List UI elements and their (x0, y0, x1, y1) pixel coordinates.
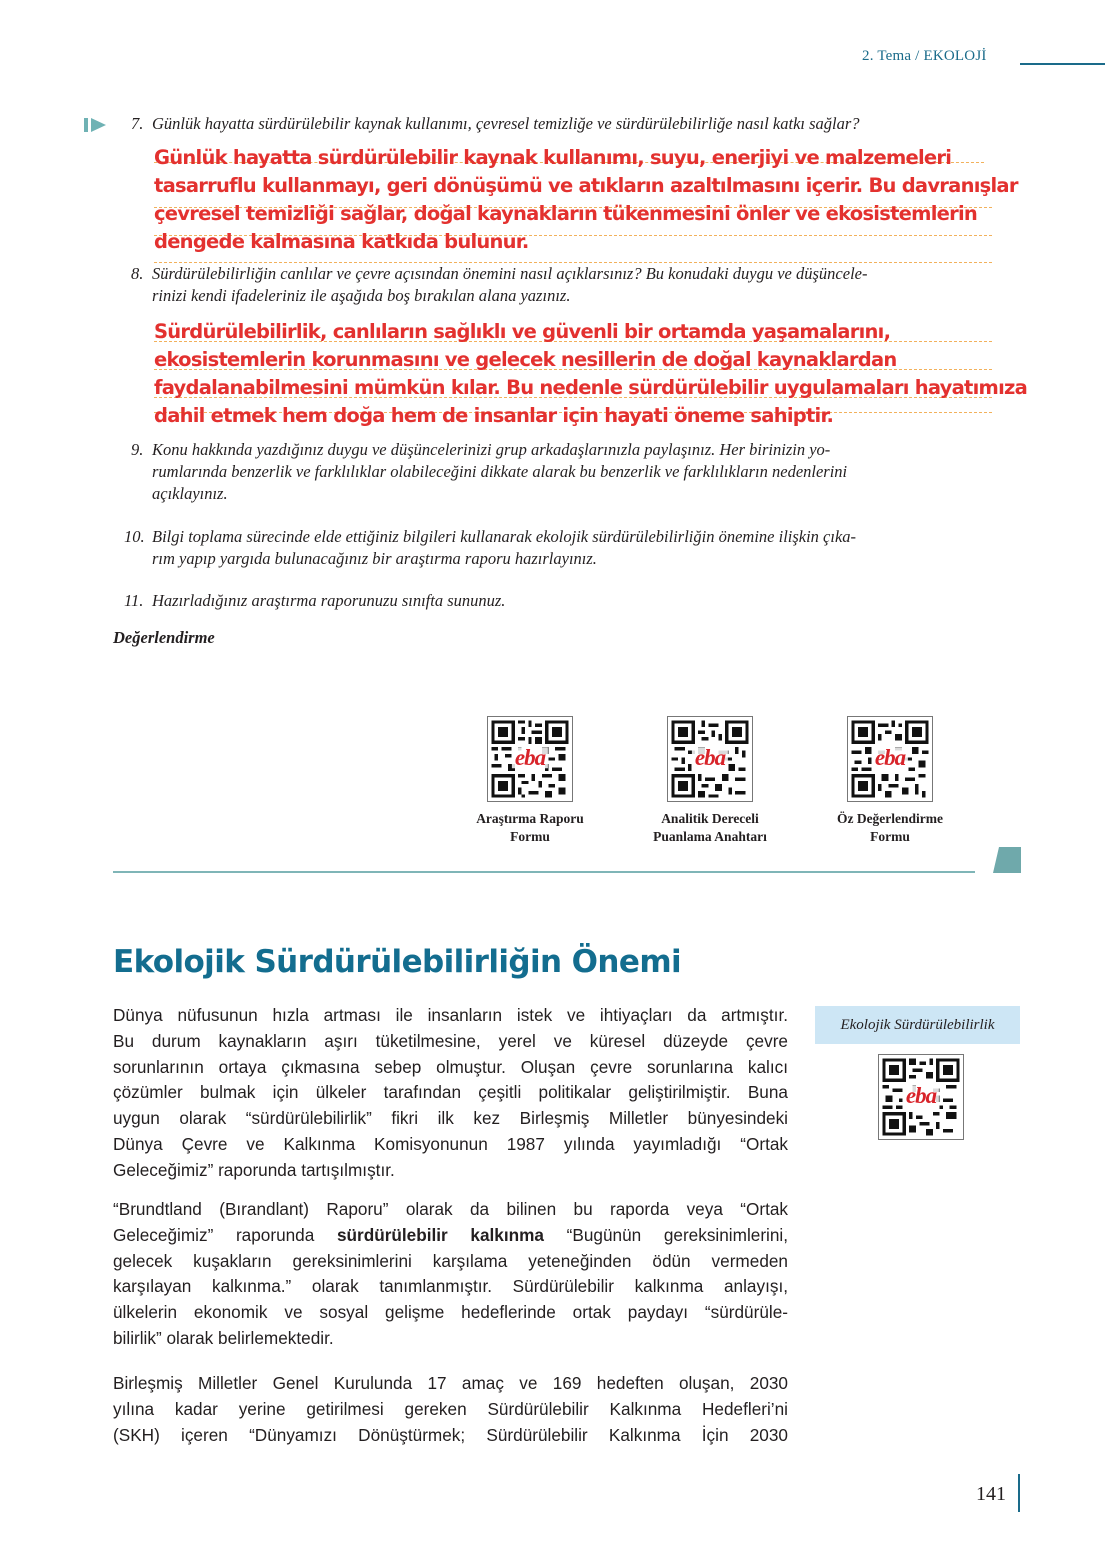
question-number: 9. (131, 440, 144, 459)
text-line (113, 1223, 788, 1249)
answer-8 (154, 318, 1027, 430)
question-text: Bilgi toplama sürecinde elde ettiğiniz bilgileri kullanarak ekolojik sürdürülebilirliğin önemine ilişkin çıka- (152, 527, 857, 546)
qr-label-line: Formu (510, 829, 550, 844)
text-line: uygun olarak “sürdürülebilirlik” fikri ilk kez Birleşmiş Milletler bünyesindeki (113, 1108, 788, 1129)
paragraph-2 (113, 1197, 788, 1352)
question-9 (131, 439, 1031, 505)
qr-label (635, 810, 785, 846)
answer-line: dengede kalmasına katkıda bulunur. (154, 230, 529, 253)
play-marker-icon (84, 118, 108, 132)
answer-line: dahil etmek hem doğa hem de insanlar için hayati öneme sahiptir. (154, 404, 834, 427)
question-7 (131, 113, 1031, 135)
paragraph-1 (113, 1003, 788, 1184)
answer-line: faydalanabilmesini mümkün kılar. Bu nedenle sürdürülebilir uygulamaları hayatımıza (154, 376, 1028, 399)
qr-code-icon[interactable] (667, 716, 753, 802)
text-line: Geleceğimiz” raporunda tartışılmıştır. (113, 1159, 395, 1180)
side-note-qr[interactable] (878, 1054, 964, 1140)
page-number-bar (1018, 1474, 1020, 1512)
key-term: sürdürülebilir kalkınma (336, 1224, 544, 1245)
question-text: rumlarında benzerlik ve farklılıklar olabileceğini dikkate alarak bu benzerlik ve farklılıkların nedenlerini (152, 462, 848, 481)
side-note-label: Ekolojik Sürdürülebilirlik (815, 1006, 1020, 1044)
qr-label-line: Öz Değerlendirme (836, 811, 944, 826)
page-number: 141 (976, 1483, 1006, 1505)
question-text: açıklayınız. (152, 484, 228, 503)
question-text: rım yapıp yargıda bulunacağınız bir araştırma raporu hazırlayınız. (152, 549, 597, 568)
text-line: Dünya Çevre ve Kalkınma Komisyonunun 1987 yılında yayımladığı “Ortak (113, 1133, 788, 1154)
answer-line: tasarruflu kullanmayı, geri dönüşümü ve atıkların azaltılmasını içerir. Bu davranışlar (154, 174, 1018, 197)
text-run: Geleceğimiz” raporunda (113, 1224, 337, 1245)
question-text: Hazırladığınız araştırma raporunuzu sınıfta sununuz. (152, 591, 506, 610)
evaluation-heading: Değerlendirme (113, 628, 215, 647)
eba-logo-icon: eba (512, 747, 548, 768)
question-number: 8. (131, 264, 144, 283)
text-line: “Brundtland (Bırandlant) Raporu” olarak da bilinen bu raporda veya “Ortak (113, 1199, 788, 1219)
text-run: “Bugünün gereksinimlerini, (543, 1224, 789, 1245)
qr-analytic-rubric[interactable] (635, 716, 785, 846)
text-line: ülkelerin ekonomik ve sosyal gelişme hedeflerinde ortak paydayı “sürdürüle- (113, 1302, 788, 1323)
running-header (862, 48, 987, 65)
answer-line: Günlük hayatta sürdürülebilir kaynak kullanımı, suyu, enerjiyi ve malzemeleri (154, 146, 952, 169)
qr-label-line: Formu (870, 829, 910, 844)
corner-tab-shape (993, 847, 1021, 873)
question-number: 10. (124, 527, 145, 546)
qr-label (815, 810, 965, 846)
text-line: yılına kadar yerine getirilmesi gereken Sürdürülebilir Kalkınma Hedefleri’ni (113, 1398, 788, 1419)
eba-logo-icon: eba (872, 747, 908, 768)
question-8 (131, 263, 1031, 307)
question-text: Sürdürülebilirliğin canlılar ve çevre açısından önemini nasıl açıklarsınız? Bu konudaki duygu ve düşüncele- (152, 264, 868, 283)
question-text: rinizi kendi ifadeleriniz ile aşağıda boş bırakılan alana yazınız. (152, 286, 571, 305)
question-11 (124, 590, 1034, 612)
qr-label-line: Araştırma Raporu (476, 811, 584, 826)
text-line: Dünya nüfusunun hızla artması ile insanların istek ve ihtiyaçları da artmıştır. (113, 1005, 788, 1025)
text-line: bilirlik” olarak belirlemektedir. (113, 1327, 334, 1348)
answer-line: ekosistemlerin korunmasını ve gelecek nesillerin de doğal kaynaklardan (154, 348, 897, 371)
qr-code-icon[interactable] (847, 716, 933, 802)
question-text: Günlük hayatta sürdürülebilir kaynak kullanımı, çevresel temizliğe ve sürdürülebilirliğe nasıl katkı sağlar? (152, 114, 860, 133)
question-number: 11. (124, 591, 144, 610)
theme-label: 2. Tema / EKOLOJİ (862, 48, 987, 64)
question-text: Konu hakkında yazdığınız duygu ve düşüncelerinizi grup arkadaşlarınızla paylaşınız. Her birinizin yo- (152, 440, 831, 459)
qr-code-icon[interactable] (878, 1054, 964, 1140)
header-rule (1020, 63, 1105, 65)
answer-line: Sürdürülebilirlik, canlıların sağlıklı ve güvenli bir ortamda yaşamalarını, (154, 320, 891, 343)
text-line: karşılayan kalkınma.” olarak tanımlanmıştır. Sürdürülebilir kalkınma anlayışı, (113, 1276, 788, 1297)
paragraph-3 (113, 1371, 788, 1448)
qr-self-assessment-form[interactable] (815, 716, 965, 846)
answer-7 (154, 144, 1018, 256)
qr-code-icon[interactable] (487, 716, 573, 802)
text-line: çözümler bulmak için ülkeler tarafından çeşitli politikalar geliştirilmiştir. Buna (113, 1082, 788, 1103)
qr-research-report-form[interactable] (455, 716, 605, 846)
question-10 (124, 526, 1034, 570)
qr-label (455, 810, 605, 846)
text-line: (SKH) içeren “Dünyamızı Dönüştürmek; Sürdürülebilir Kalkınma İçin 2030 (113, 1424, 788, 1445)
text-line: Birleşmiş Milletler Genel Kurulunda 17 amaç ve 169 hedeften oluşan, 2030 (113, 1373, 788, 1393)
qr-label-line: Analitik Dereceli (661, 811, 759, 826)
eba-logo-icon: eba (903, 1085, 939, 1106)
section-divider (113, 871, 975, 873)
text-line: Bu durum kaynakların aşırı tüketilmesine, yerel ve küresel düzeyde çevre (113, 1030, 788, 1051)
qr-label-line: Puanlama Anahtarı (653, 829, 767, 844)
text-line: gelecek kuşakların gereksinimlerini karşılama yeteneğinden ödün vermeden (113, 1250, 788, 1271)
eba-logo-icon: eba (692, 747, 728, 768)
question-number: 7. (131, 114, 144, 133)
answer-line: çevresel temizliği sağlar, doğal kaynakların tükenmesini önler ve ekosistemlerin (154, 202, 978, 225)
text-line: sorunlarının ortaya çıkmasına sebep olmuştur. Oluşan çevre sorunlarına kalıcı (113, 1056, 788, 1077)
section-title: Ekolojik Sürdürülebilirliğin Önemi (113, 944, 682, 980)
